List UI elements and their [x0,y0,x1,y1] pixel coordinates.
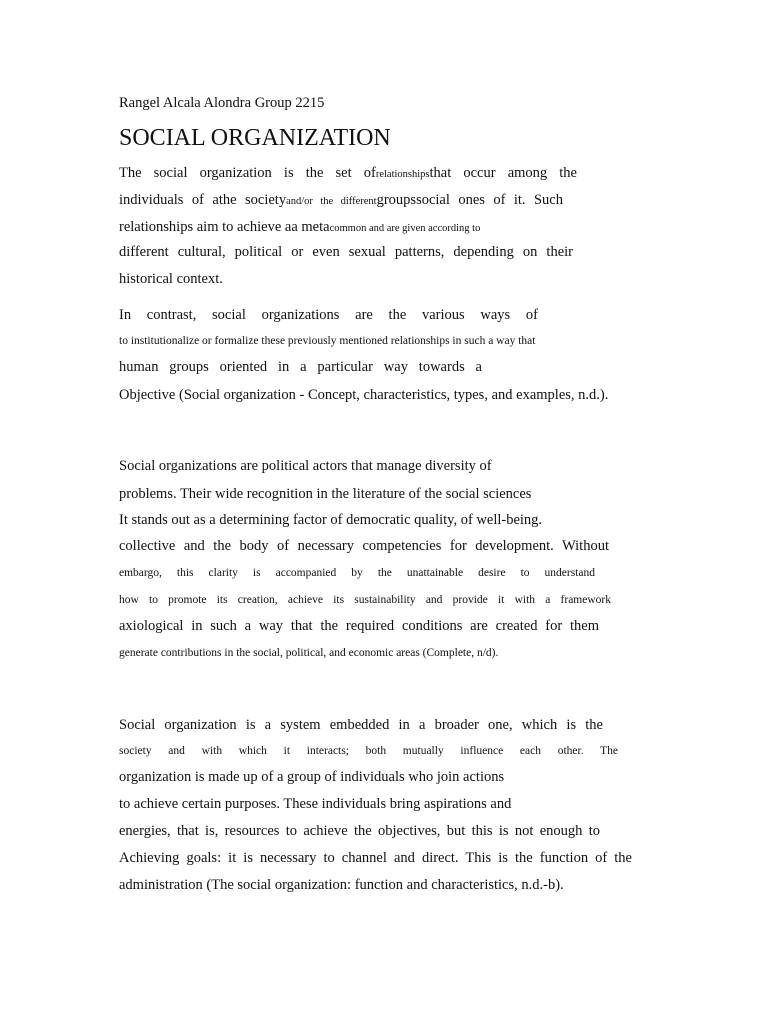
paragraph-1-line-3: relationships aim to achieve aa metacommon and are given according to [119,219,481,235]
paragraph-3-line-1: Social organizations are political actors that manage diversity of [119,458,492,474]
paragraph-3-line-5: embargo, this clarity is accompanied by the unattainable desire to understand [119,567,595,579]
paragraph-4-line-6: Achieving goals: it is necessary to channel and direct. This is the function of the [119,850,632,866]
paragraph-3-line-7: axiological in such a way that the required conditions are created for them [119,618,599,634]
paragraph-2-line-4: Objective (Social organization - Concept, characteristics, types, and examples, n.d.). [119,387,609,403]
paragraph-3-line-2: problems. Their wide recognition in the literature of the social sciences [119,486,532,502]
paragraph-4-line-4: to achieve certain purposes. These individuals bring aspirations and [119,796,512,812]
paragraph-4-line-7: administration (The social organization: function and characteristics, n.d.-b). [119,877,564,893]
paragraph-3-line-3: It stands out as a determining factor of democratic quality, of well-being. [119,512,543,528]
paragraph-1-line-2: individuals of athe societyand/or the differentgroupssocial ones of it. Such [119,192,563,208]
paragraph-4-line-1: Social organization is a system embedded in a broader one, which is the [119,717,603,733]
paragraph-2-line-3: human groups oriented in a particular way towards a [119,359,482,375]
paragraph-3-line-8: generate contributions in the social, political, and economic areas (Complete, n/d). [119,647,499,659]
paragraph-3-line-4: collective and the body of necessary competencies for development. Without [119,538,609,554]
author-line: Rangel Alcala Alondra Group 2215 [119,95,325,111]
page-title: SOCIAL ORGANIZATION [119,125,391,151]
paragraph-4-line-3: organization is made up of a group of individuals who join actions [119,769,505,785]
paragraph-2-line-1: In contrast, social organizations are the various ways of [119,307,538,323]
paragraph-4-line-5: energies, that is, resources to achieve the objectives, but this is not enough to [119,823,600,839]
paragraph-1-line-4: different cultural, political or even sexual patterns, depending on their [119,244,573,260]
paragraph-2-line-2: to institutionalize or formalize these previously mentioned relationships in such a way that [119,335,536,347]
paragraph-1-line-5: historical context. [119,271,223,287]
paragraph-1-line-1: The social organization is the set ofrelationshipsthat occur among the [119,165,577,181]
paragraph-3-line-6: how to promote its creation, achieve its sustainability and provide it with a framework [119,594,611,606]
paragraph-4-line-2: society and with which it interacts; both mutually influence each other. The [119,745,618,757]
